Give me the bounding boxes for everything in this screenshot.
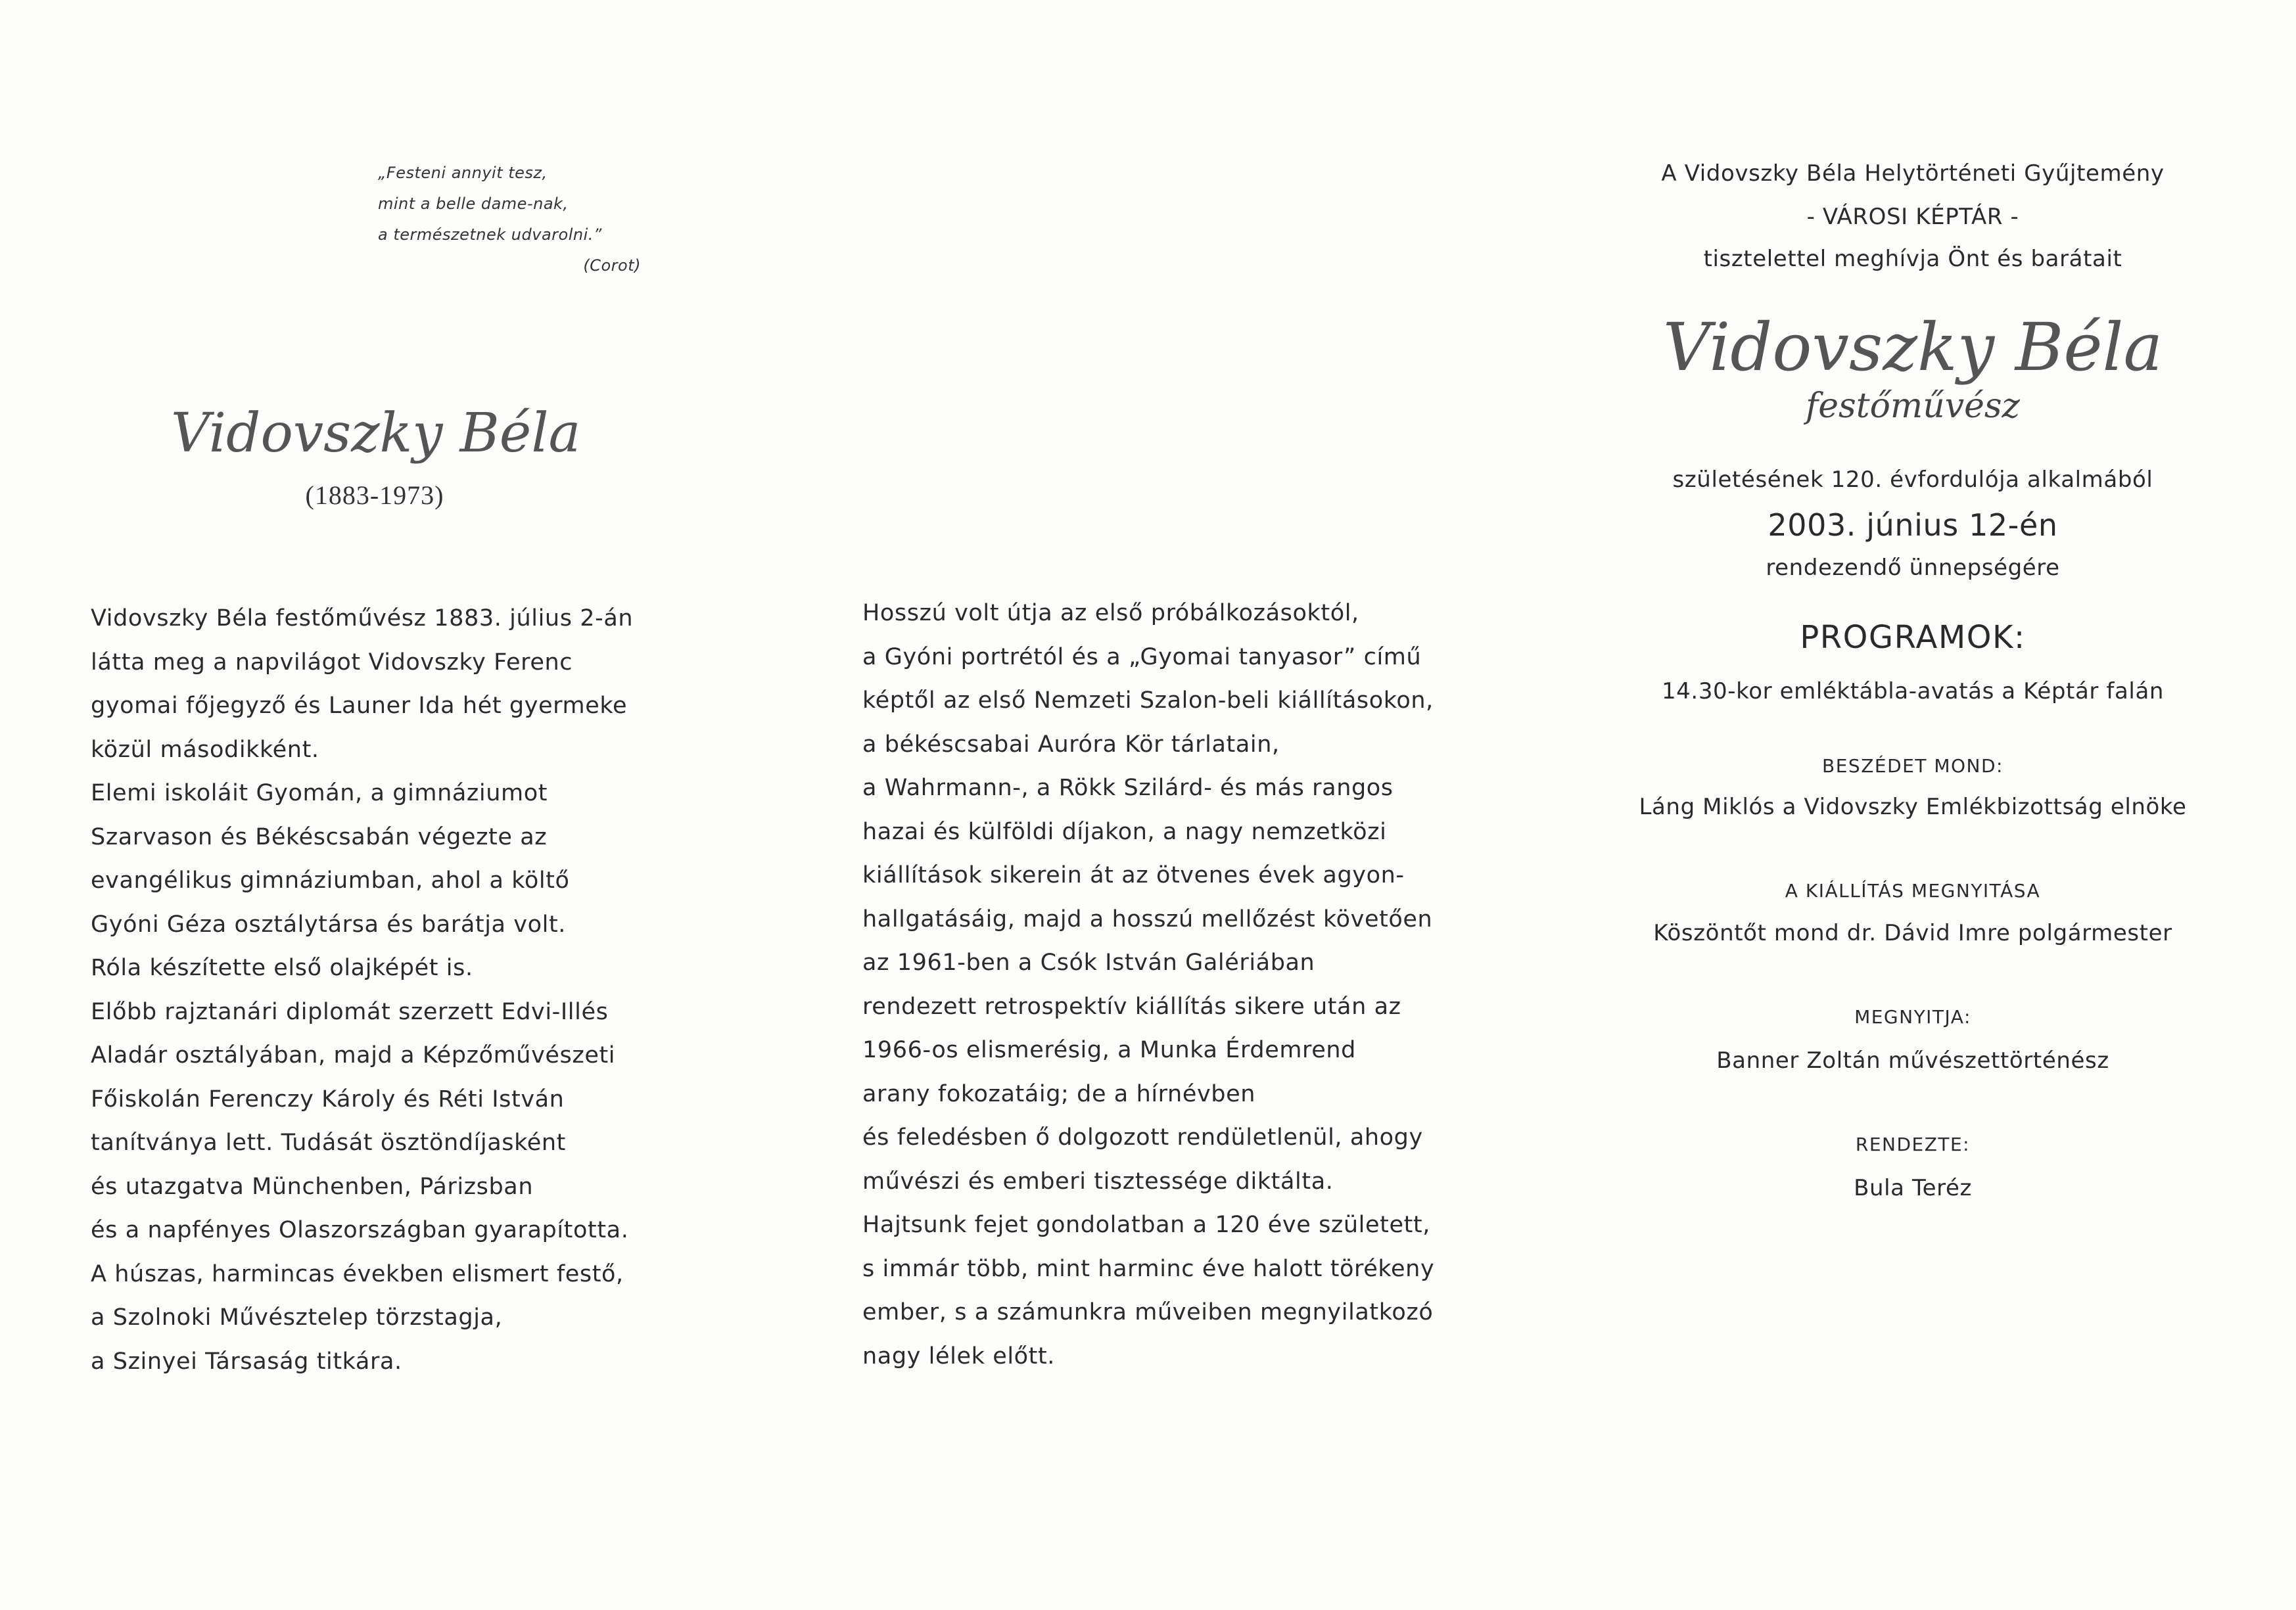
biography-line: Vidovszky Béla festőművész 1883. július 2-án — [91, 605, 634, 632]
organizer-name: Bula Teréz — [1854, 1175, 1972, 1201]
artist-years: (1883-1973) — [305, 480, 444, 510]
biography-line: Aladár osztályában, majd a Képzőművészeti — [91, 1042, 616, 1069]
career-line: 1966-os elismerésig, a Munka Érdemrend — [862, 1037, 1356, 1063]
organization-name: A Vidovszky Béla Helytörténeti Gyűjtemény — [1661, 160, 2165, 187]
organization-subtitle: - VÁROSI KÉPTÁR - — [1806, 204, 2019, 230]
biography-line: evangélikus gimnáziumban, ahol a költő — [91, 867, 570, 894]
biography-line: és utazgatva Münchenben, Párizsban — [91, 1173, 534, 1200]
career-line: művészi és emberi tisztessége diktálta. — [862, 1168, 1334, 1195]
honoree-profession: festőművész — [1806, 386, 2020, 426]
biography-line: gyomai főjegyző és Launer Ida hét gyermeke — [91, 693, 628, 719]
event-description: rendezendő ünnepségére — [1766, 555, 2060, 581]
quote-line: „Festeni annyit tesz, — [378, 164, 548, 182]
quote-attribution: (Corot) — [583, 256, 641, 275]
opener-name: Banner Zoltán művészettörténész — [1716, 1047, 2109, 1074]
biography-line: Szarvason és Békéscsabán végezte az — [91, 823, 548, 850]
career-line: arany fokozatáig; de a hírnévben — [862, 1080, 1256, 1107]
career-line: az 1961-ben a Csók István Galériában — [862, 950, 1315, 976]
programs-heading: PROGRAMOK: — [1800, 619, 2026, 656]
biography-line: Előbb rajztanári diplomát szerzett Edvi-Illés — [91, 998, 609, 1025]
career-line: rendezett retrospektív kiállítás sikere után az — [862, 993, 1401, 1020]
career-line: hallgatásáig, majd a hosszú mellőzést követően — [862, 906, 1433, 932]
career-line: hazai és külföldi díjakon, a nagy nemzetközi — [862, 818, 1387, 845]
biography-text — [91, 597, 722, 1383]
corot-quote — [378, 158, 667, 281]
career-line: Hosszú volt útja az első próbálkozásoktól, — [862, 600, 1359, 626]
opened-by-heading: MEGNYITJA: — [1854, 1006, 1971, 1028]
speaker-name: Láng Miklós a Vidovszky Emlékbizottság elnöke — [1639, 794, 2187, 820]
career-line: a békéscsabai Auróra Kör tárlatain, — [862, 731, 1280, 758]
career-line: kiállítások sikerein át az ötvenes évek agyon- — [862, 862, 1405, 888]
biography-line: látta meg a napvilágot Vidovszky Ferenc — [91, 649, 573, 676]
quote-line: mint a belle dame-nak, — [378, 195, 569, 213]
biography-line: és a napfényes Olaszországban gyarapította. — [91, 1217, 629, 1243]
quote-line: a természetnek udvarolni.” — [378, 225, 602, 244]
greeter-name: Köszöntőt mond dr. Dávid Imre polgármester — [1653, 920, 2172, 946]
biography-line: a Szinyei Társaság titkára. — [91, 1348, 402, 1375]
biography-line: A húszas, harmincas években elismert festő, — [91, 1260, 624, 1287]
career-line: ember, s a számunkra műveiben megnyilatkozó — [862, 1299, 1434, 1325]
invitation-panel — [1564, 158, 2261, 1204]
career-line: nagy lélek előtt. — [862, 1343, 1056, 1369]
biography-line: Elemi iskoláit Gyomán, a gimnáziumot — [91, 780, 548, 806]
career-line: Hajtsunk fejet gondolatban a 120 éve született, — [862, 1212, 1430, 1238]
biography-line: közül másodikként. — [91, 736, 319, 763]
occasion-text: születésének 120. évfordulója alkalmából — [1672, 467, 2153, 493]
biography-line: Gyóni Géza osztálytársa és barátja volt. — [91, 911, 566, 938]
career-line: a Wahrmann-, a Rökk Szilárd- és más rangos — [862, 775, 1394, 801]
honoree-name: Vidovszky Béla — [1662, 309, 2163, 386]
career-line: s immár több, mint harminc éve halott törékeny — [862, 1255, 1435, 1282]
invitation-greeting: tisztelettel meghívja Önt és barátait — [1703, 246, 2122, 272]
event-date: 2003. június 12-én — [1768, 507, 2058, 543]
biography-line: tanítványa lett. Tudását ösztöndíjasként — [91, 1130, 566, 1156]
career-line: a Gyóni portrétól és a „Gyomai tanyasor” című — [862, 643, 1422, 670]
organized-by-heading: RENDEZTE: — [1855, 1134, 1971, 1155]
biography-line: a Szolnoki Művésztelep törzstagja, — [91, 1304, 503, 1331]
career-line: képtől az első Nemzeti Szalon-beli kiállításokon, — [862, 687, 1434, 714]
artist-title: Vidovszky Béla — [171, 402, 581, 465]
career-text — [862, 591, 1507, 1378]
program-item: 14.30-kor emléktábla-avatás a Képtár falán — [1661, 678, 2165, 704]
career-line: és feledésben ő dolgozott rendületlenül, ahogy — [862, 1124, 1423, 1151]
exhibition-opening-heading: A KIÁLLÍTÁS MEGNYITÁSA — [1785, 880, 2041, 902]
biography-line: Főiskolán Ferenczy Károly és Réti István — [91, 1086, 565, 1113]
biography-line: Róla készítette első olajképét is. — [91, 955, 473, 981]
speech-heading: BESZÉDET MOND: — [1822, 755, 2003, 777]
